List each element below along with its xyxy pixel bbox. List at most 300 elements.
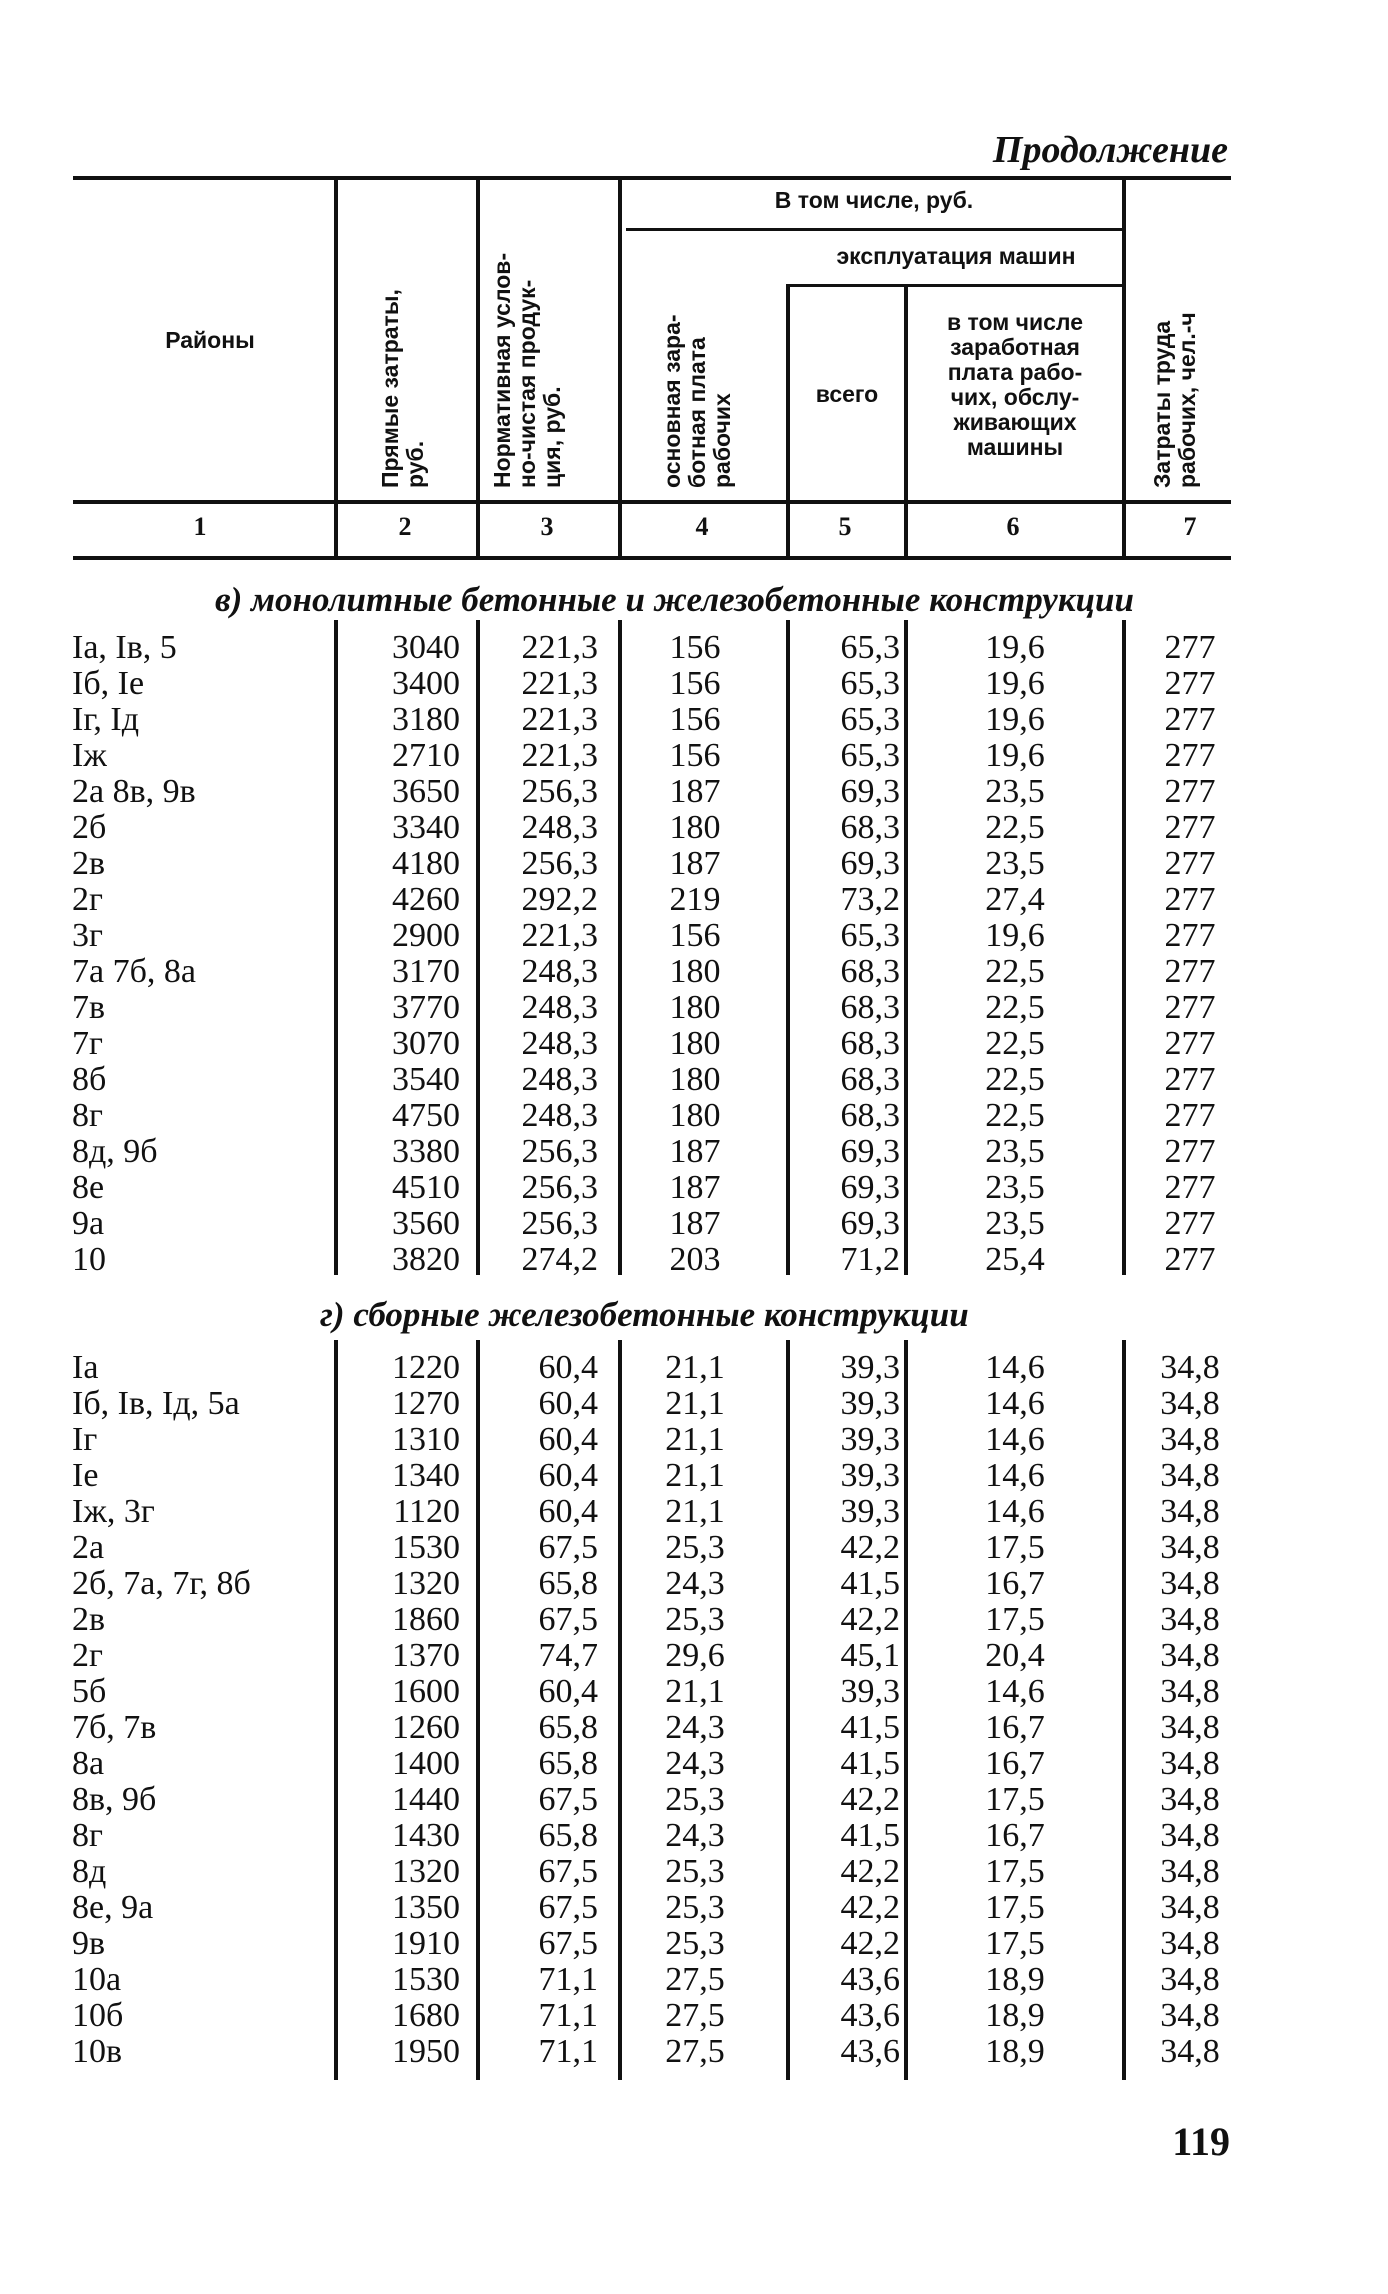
labor-cell: 34,8 [1160,1385,1220,1422]
labor-cell: 34,8 [1160,1997,1220,2034]
machine-wages-cell: 14,6 [985,1673,1045,1710]
table-row [0,1890,1388,1926]
machine-wages-cell: 27,4 [985,881,1045,918]
table-row [0,1386,1388,1422]
table-row [0,1206,1388,1242]
normative-net-cell: 221,3 [521,917,598,954]
machine-total-cell: 73,2 [840,881,900,918]
machine-total-cell: 41,5 [840,1745,900,1782]
labor-cell: 277 [1164,665,1216,702]
header-labor: Затраты труда рабочих, чел.-ч [1149,312,1200,488]
header-regions: Районы [165,327,255,353]
region-cell: Iг, Iд [72,701,140,738]
base-wages-cell: 203 [669,1241,721,1278]
machine-wages-cell: 17,5 [985,1529,1045,1566]
machine-total-cell: 69,3 [840,773,900,810]
section-title-monolithic: в) монолитные бетонные и железобетонные конструкции [215,580,1134,619]
machine-wages-cell: 19,6 [985,629,1045,666]
machine-total-cell: 42,2 [840,1925,900,1962]
machine-wages-cell: 17,5 [985,1925,1045,1962]
labor-cell: 34,8 [1160,1745,1220,1782]
machine-total-cell: 41,5 [840,1817,900,1854]
normative-net-cell: 67,5 [538,1889,598,1926]
table-row [0,918,1388,954]
base-wages-cell: 27,5 [665,1997,725,2034]
labor-cell: 34,8 [1160,1961,1220,1998]
direct-costs-cell: 2900 [392,917,460,954]
header-including: В том числе, руб. [774,187,974,213]
direct-costs-cell: 1270 [392,1385,460,1422]
header-direct-costs: Прямые затраты, руб. [377,289,428,488]
direct-costs-cell: 1430 [392,1817,460,1854]
labor-cell: 34,8 [1160,1817,1220,1854]
machine-total-cell: 68,3 [840,989,900,1026]
table-row [0,990,1388,1026]
section-rows-monolithic [0,630,1388,1278]
machine-total-cell: 39,3 [840,1457,900,1494]
direct-costs-cell: 3340 [392,809,460,846]
region-cell: 8в, 9б [72,1781,157,1818]
base-wages-cell: 21,1 [665,1385,725,1422]
labor-cell: 277 [1164,989,1216,1026]
labor-cell: 34,8 [1160,1493,1220,1530]
machine-total-cell: 71,2 [840,1241,900,1278]
machine-total-cell: 69,3 [840,1133,900,1170]
machine-wages-cell: 18,9 [985,2033,1045,2070]
header-total: всего [815,381,879,407]
normative-net-cell: 67,5 [538,1781,598,1818]
labor-cell: 277 [1164,1097,1216,1134]
direct-costs-cell: 3380 [392,1133,460,1170]
direct-costs-cell: 1320 [392,1565,460,1602]
machine-total-cell: 65,3 [840,665,900,702]
table-row [0,1710,1388,1746]
region-cell: 9в [72,1925,106,1962]
header-machine-operation: эксплуатация машин [836,243,1076,269]
normative-net-cell: 60,4 [538,1457,598,1494]
direct-costs-cell: 4260 [392,881,460,918]
machine-wages-cell: 17,5 [985,1781,1045,1818]
labor-cell: 34,8 [1160,1637,1220,1674]
base-wages-cell: 21,1 [665,1493,725,1530]
table-row [0,1350,1388,1386]
table-row [0,1170,1388,1206]
direct-costs-cell: 1320 [392,1853,460,1890]
region-cell: 2в [72,1601,106,1638]
region-cell: 2г [72,1637,103,1674]
region-cell: Iг [72,1421,98,1458]
labor-cell: 34,8 [1160,1781,1220,1818]
header-base-wages: основная зара- ботная плата рабочих [659,314,735,488]
labor-cell: 277 [1164,1169,1216,1206]
labor-cell: 277 [1164,953,1216,990]
region-cell: 10в [72,2033,123,2070]
normative-net-cell: 65,8 [538,1709,598,1746]
region-cell: Iж, 3г [72,1493,155,1530]
normative-net-cell: 67,5 [538,1925,598,1962]
column-number-5: 5 [838,512,852,541]
machine-wages-cell: 19,6 [985,737,1045,774]
table-row [0,1602,1388,1638]
machine-wages-cell: 23,5 [985,773,1045,810]
direct-costs-cell: 1530 [392,1529,460,1566]
machine-wages-cell: 18,9 [985,1961,1045,1998]
region-cell: 8б [72,1061,107,1098]
normative-net-cell: 256,3 [521,773,598,810]
page-number: 119 [1172,2119,1230,2164]
region-cell: 7г [72,1025,103,1062]
labor-cell: 34,8 [1160,1457,1220,1494]
header-divider-1 [334,180,338,556]
region-cell: 7б, 7в [72,1709,157,1746]
base-wages-cell: 25,3 [665,1925,725,1962]
base-wages-cell: 187 [669,773,721,810]
machine-total-cell: 68,3 [840,1025,900,1062]
header-normative-net: Нормативная услов- но-чистая продук- ция, руб. [489,252,565,488]
direct-costs-cell: 1370 [392,1637,460,1674]
direct-costs-cell: 2710 [392,737,460,774]
region-cell: Iб, Iв, Iд, 5а [72,1385,240,1422]
normative-net-cell: 67,5 [538,1853,598,1890]
direct-costs-cell: 4750 [392,1097,460,1134]
machine-total-cell: 69,3 [840,845,900,882]
machine-wages-cell: 22,5 [985,953,1045,990]
normative-net-cell: 256,3 [521,1205,598,1242]
table-row [0,1998,1388,2034]
base-wages-cell: 187 [669,1169,721,1206]
normative-net-cell: 74,7 [538,1637,598,1674]
labor-cell: 34,8 [1160,1421,1220,1458]
machine-wages-cell: 16,7 [985,1709,1045,1746]
labor-cell: 277 [1164,1133,1216,1170]
table-top-rule [73,176,1231,180]
direct-costs-cell: 1310 [392,1421,460,1458]
machine-wages-cell: 14,6 [985,1493,1045,1530]
machine-wages-cell: 17,5 [985,1601,1045,1638]
labor-cell: 34,8 [1160,1529,1220,1566]
base-wages-cell: 25,3 [665,1601,725,1638]
machine-wages-cell: 14,6 [985,1385,1045,1422]
machine-wages-cell: 19,6 [985,665,1045,702]
machine-wages-cell: 16,7 [985,1817,1045,1854]
machine-wages-cell: 14,6 [985,1421,1045,1458]
machine-wages-cell: 23,5 [985,845,1045,882]
base-wages-cell: 180 [669,809,721,846]
machine-total-cell: 39,3 [840,1421,900,1458]
direct-costs-cell: 1600 [392,1673,460,1710]
labor-cell: 277 [1164,845,1216,882]
table-row [0,1818,1388,1854]
direct-costs-cell: 3400 [392,665,460,702]
table-row [0,846,1388,882]
labor-cell: 277 [1164,917,1216,954]
machine-wages-cell: 19,6 [985,701,1045,738]
normative-net-cell: 60,4 [538,1385,598,1422]
machine-total-cell: 42,2 [840,1889,900,1926]
column-number-4: 4 [695,512,709,541]
table-row [0,1458,1388,1494]
header-divider-2 [476,180,480,556]
base-wages-cell: 180 [669,1097,721,1134]
region-cell: 3г [72,917,103,954]
direct-costs-cell: 4180 [392,845,460,882]
machine-total-cell: 65,3 [840,917,900,954]
region-cell: 7в [72,989,106,1026]
machine-total-cell: 45,1 [840,1637,900,1674]
machine-wages-cell: 16,7 [985,1745,1045,1782]
direct-costs-cell: 1440 [392,1781,460,1818]
region-cell: 9а [72,1205,105,1242]
table-row [0,1566,1388,1602]
direct-costs-cell: 3180 [392,701,460,738]
base-wages-cell: 24,3 [665,1565,725,1602]
normative-net-cell: 221,3 [521,737,598,774]
machine-wages-cell: 22,5 [985,989,1045,1026]
machine-total-cell: 42,2 [840,1853,900,1890]
region-cell: Iж [72,737,107,774]
direct-costs-cell: 1860 [392,1601,460,1638]
machine-wages-cell: 23,5 [985,1133,1045,1170]
normative-net-cell: 65,8 [538,1817,598,1854]
machine-wages-cell: 14,6 [985,1349,1045,1386]
region-cell: 2г [72,881,103,918]
machine-total-cell: 69,3 [840,1205,900,1242]
labor-cell: 34,8 [1160,2033,1220,2070]
table-row [0,810,1388,846]
direct-costs-cell: 3560 [392,1205,460,1242]
labor-cell: 277 [1164,881,1216,918]
normative-net-cell: 67,5 [538,1529,598,1566]
labor-cell: 34,8 [1160,1853,1220,1890]
column-number-2: 2 [398,512,412,541]
direct-costs-cell: 1340 [392,1457,460,1494]
machine-total-cell: 39,3 [840,1493,900,1530]
machine-total-cell: 39,3 [840,1385,900,1422]
table-row [0,2034,1388,2070]
header-divider-6 [1122,180,1126,556]
table-row [0,1926,1388,1962]
labor-cell: 34,8 [1160,1709,1220,1746]
machine-wages-cell: 23,5 [985,1169,1045,1206]
direct-costs-cell: 1680 [392,1997,460,2034]
normative-net-cell: 274,2 [521,1241,598,1278]
table-row [0,666,1388,702]
base-wages-cell: 21,1 [665,1349,725,1386]
machine-total-cell: 65,3 [840,737,900,774]
machine-wages-cell: 17,5 [985,1853,1045,1890]
base-wages-cell: 156 [669,701,721,738]
labor-cell: 277 [1164,629,1216,666]
labor-cell: 277 [1164,701,1216,738]
machine-total-cell: 39,3 [840,1349,900,1386]
base-wages-cell: 180 [669,1025,721,1062]
base-wages-cell: 187 [669,1133,721,1170]
region-cell: 2б, 7а, 7г, 8б [72,1565,251,1602]
base-wages-cell: 25,3 [665,1529,725,1566]
machine-wages-cell: 22,5 [985,1061,1045,1098]
table-row [0,1062,1388,1098]
machine-wages-cell: 23,5 [985,1205,1045,1242]
normative-net-cell: 248,3 [521,953,598,990]
normative-net-cell: 248,3 [521,989,598,1026]
base-wages-cell: 180 [669,989,721,1026]
machine-wages-cell: 25,4 [985,1241,1045,1278]
normative-net-cell: 248,3 [521,1025,598,1062]
region-cell: 5б [72,1673,107,1710]
table-row [0,1098,1388,1134]
machine-wages-cell: 22,5 [985,1097,1045,1134]
table-row [0,1782,1388,1818]
region-cell: 8г [72,1817,103,1854]
header-divider-3 [618,180,622,556]
normative-net-cell: 221,3 [521,701,598,738]
table-row [0,1674,1388,1710]
machine-total-cell: 39,3 [840,1673,900,1710]
machine-total-cell: 65,3 [840,629,900,666]
direct-costs-cell: 1950 [392,2033,460,2070]
base-wages-cell: 24,3 [665,1817,725,1854]
direct-costs-cell: 3820 [392,1241,460,1278]
normative-net-cell: 65,8 [538,1565,598,1602]
machine-wages-cell: 18,9 [985,1997,1045,2034]
machine-total-cell: 68,3 [840,1097,900,1134]
continuation-label: Продолжение [992,129,1228,171]
normative-net-cell: 248,3 [521,1097,598,1134]
labor-cell: 34,8 [1160,1349,1220,1386]
header-divider-4 [786,284,790,556]
region-cell: 10 [72,1241,106,1278]
base-wages-cell: 187 [669,845,721,882]
machine-total-cell: 42,2 [840,1529,900,1566]
base-wages-cell: 24,3 [665,1745,725,1782]
direct-costs-cell: 3040 [392,629,460,666]
base-wages-cell: 187 [669,1205,721,1242]
base-wages-cell: 156 [669,917,721,954]
normative-net-cell: 248,3 [521,1061,598,1098]
table-row [0,1530,1388,1566]
table-row [0,1242,1388,1278]
direct-costs-cell: 1910 [392,1925,460,1962]
machine-wages-cell: 22,5 [985,809,1045,846]
region-cell: 10б [72,1997,124,2034]
machine-total-cell: 41,5 [840,1565,900,1602]
table-row [0,1134,1388,1170]
region-cell: Iе [72,1457,99,1494]
region-cell: Iа, Iв, 5 [72,629,177,666]
normative-net-cell: 256,3 [521,1169,598,1206]
direct-costs-cell: 4510 [392,1169,460,1206]
machine-total-cell: 43,6 [840,2033,900,2070]
machine-total-cell: 41,5 [840,1709,900,1746]
labor-cell: 34,8 [1160,1601,1220,1638]
region-cell: 7а 7б, 8а [72,953,196,990]
direct-costs-cell: 1530 [392,1961,460,1998]
direct-costs-cell: 3770 [392,989,460,1026]
normative-net-cell: 60,4 [538,1421,598,1458]
machine-total-cell: 42,2 [840,1781,900,1818]
table-row [0,774,1388,810]
column-number-6: 6 [1006,512,1020,541]
machine-wages-cell: 14,6 [985,1457,1045,1494]
labor-cell: 34,8 [1160,1565,1220,1602]
base-wages-cell: 21,1 [665,1421,725,1458]
base-wages-cell: 25,3 [665,1781,725,1818]
region-cell: 2в [72,845,106,882]
machine-wages-cell: 22,5 [985,1025,1045,1062]
direct-costs-cell: 3650 [392,773,460,810]
normative-net-cell: 221,3 [521,629,598,666]
base-wages-cell: 24,3 [665,1709,725,1746]
table-row [0,1962,1388,1998]
machine-wages-cell: 19,6 [985,917,1045,954]
table-row [0,1422,1388,1458]
table-row [0,1638,1388,1674]
base-wages-cell: 27,5 [665,1961,725,1998]
region-cell: 8а [72,1745,105,1782]
table-row [0,1026,1388,1062]
column-number-3: 3 [540,512,554,541]
normative-net-cell: 60,4 [538,1493,598,1530]
base-wages-cell: 180 [669,953,721,990]
direct-costs-cell: 1350 [392,1889,460,1926]
machine-wages-cell: 20,4 [985,1637,1045,1674]
labor-cell: 277 [1164,1205,1216,1242]
table-row [0,702,1388,738]
region-cell: 2а [72,1529,105,1566]
labor-cell: 277 [1164,1025,1216,1062]
table-row [0,954,1388,990]
table-row [0,1494,1388,1530]
region-cell: Iб, Iе [72,665,145,702]
labor-cell: 277 [1164,737,1216,774]
normative-net-cell: 65,8 [538,1745,598,1782]
base-wages-cell: 156 [669,737,721,774]
direct-costs-cell: 1120 [393,1493,460,1530]
normative-net-cell: 248,3 [521,809,598,846]
base-wages-cell: 29,6 [665,1637,725,1674]
column-number-1: 1 [193,512,207,541]
header-bottom-rule [73,500,1231,504]
direct-costs-cell: 1400 [392,1745,460,1782]
header-incl-wages: в том числе заработная плата рабо- чих, обслу- живающих машины [946,309,1084,460]
labor-cell: 34,8 [1160,1925,1220,1962]
normative-net-cell: 256,3 [521,1133,598,1170]
base-wages-cell: 21,1 [665,1457,725,1494]
normative-net-cell: 67,5 [538,1601,598,1638]
base-wages-cell: 156 [669,629,721,666]
labor-cell: 34,8 [1160,1673,1220,1710]
labor-cell: 277 [1164,1061,1216,1098]
table-row [0,1854,1388,1890]
region-cell: 8д, 9б [72,1133,158,1170]
machine-rule [786,284,1122,287]
base-wages-cell: 156 [669,665,721,702]
normative-net-cell: 60,4 [538,1349,598,1386]
region-cell: 10а [72,1961,122,1998]
region-cell: Iа [72,1349,99,1386]
base-wages-cell: 25,3 [665,1889,725,1926]
normative-net-cell: 221,3 [521,665,598,702]
base-wages-cell: 25,3 [665,1853,725,1890]
normative-net-cell: 292,2 [521,881,598,918]
normative-net-cell: 256,3 [521,845,598,882]
section-title-precast: г) сборные железобетонные конструкции [320,1295,969,1334]
labor-cell: 34,8 [1160,1889,1220,1926]
normative-net-cell: 71,1 [538,1961,598,1998]
direct-costs-cell: 3170 [392,953,460,990]
region-cell: 8е, 9а [72,1889,154,1926]
machine-total-cell: 65,3 [840,701,900,738]
